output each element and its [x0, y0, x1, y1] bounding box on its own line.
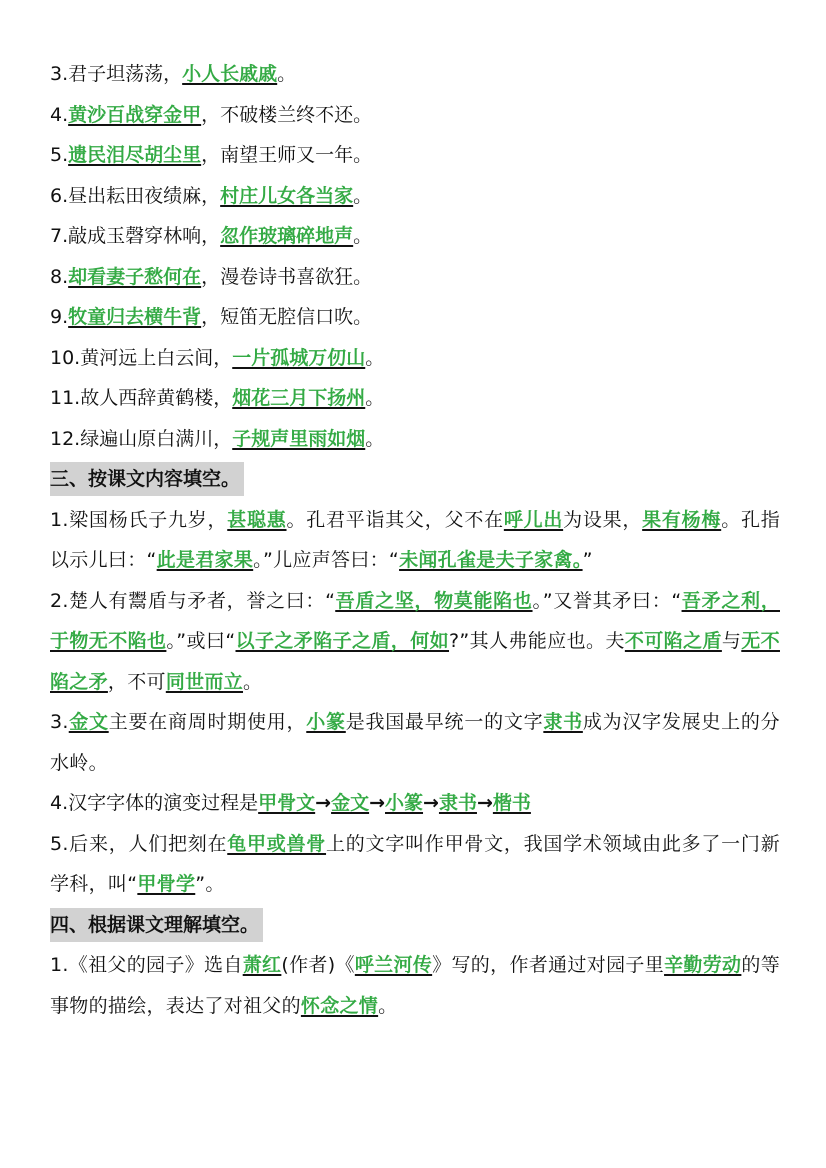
given-text: ，不破楼兰终不还。 — [201, 103, 373, 126]
poem-line-5 — [50, 135, 780, 176]
answer-text: 萧红 — [242, 954, 282, 976]
answer-text: 吾矛之利，于物无不陷也 — [50, 589, 780, 652]
answer-text: 甲骨文 — [258, 792, 316, 814]
answer-text: 辛勤劳动 — [664, 954, 742, 976]
answer-text: 呼儿出 — [503, 508, 564, 531]
answer-text: 吾盾之坚，物莫能陷也 — [335, 589, 533, 612]
item-number: 5. — [50, 144, 69, 166]
arrow-icon: → — [423, 792, 439, 814]
given-text: 主要在商周时期使用， — [108, 711, 307, 733]
answer-text: 隶书 — [438, 792, 477, 814]
answer-text: 怀念之情 — [300, 994, 379, 1017]
given-text: 。”或曰“ — [166, 630, 236, 652]
answer-text: 小人长戚戚 — [182, 63, 278, 85]
poem-line-7 — [50, 216, 780, 257]
answer-text: 龟甲或兽骨 — [227, 832, 327, 855]
item-number: 12. — [50, 427, 81, 450]
given-text: 故人西辞黄鹤楼， — [80, 387, 233, 409]
answer-text: 金文 — [68, 711, 109, 733]
arrow-icon: → — [476, 792, 493, 814]
poem-line-9 — [50, 297, 780, 338]
given-text: 君子坦荡荡， — [68, 63, 183, 85]
given-text: 黄河远上白云间， — [80, 346, 233, 369]
question-4-1 — [50, 945, 780, 1026]
given-text: ” — [582, 549, 593, 571]
answer-text: 一片孤城万仞山 — [232, 346, 366, 369]
poem-line-6 — [50, 176, 780, 217]
given-text: 。 — [277, 63, 297, 85]
answer-text: 呼兰河传 — [354, 954, 433, 976]
given-text: 昼出耘田夜绩麻， — [68, 184, 221, 207]
answer-text: 无不陷之矛 — [50, 630, 780, 693]
given-text: 敲成玉磬穿林响， — [68, 225, 221, 247]
answer-text: 黄沙百战穿金甲 — [68, 103, 202, 126]
given-text: ，不可 — [107, 670, 166, 693]
poem-line-10 — [50, 338, 780, 379]
answer-text: 甲骨学 — [137, 873, 196, 895]
given-text: ?”其人弗能应也。夫 — [449, 630, 625, 652]
answer-text: 不可陷之盾 — [624, 630, 722, 652]
given-text: 成为汉字发展史上的分水岭。 — [50, 711, 780, 774]
item-number: 6. — [50, 184, 69, 207]
answer-text: 却看妻子愁何在 — [68, 265, 202, 288]
item-number: 7. — [50, 225, 69, 247]
given-text: 。孔指以示儿曰：“ — [50, 508, 781, 571]
answer-text: 同世而立 — [165, 670, 244, 693]
answer-text: 果有杨梅 — [642, 508, 722, 531]
given-text: ”。 — [195, 873, 225, 895]
given-text: (作者)《 — [281, 954, 355, 976]
question-3-3 — [50, 702, 780, 783]
given-text: 。 — [378, 994, 398, 1017]
item-number: 10. — [50, 346, 81, 369]
item-number: 11. — [50, 387, 81, 409]
item-number: 4. — [50, 103, 69, 126]
given-text: 1.梁国杨氏子九岁， — [50, 508, 228, 531]
given-text: 。 — [353, 184, 373, 207]
given-text: 的等事物的描绘，表达了对祖父的 — [50, 954, 781, 1017]
question-3-1 — [50, 500, 780, 581]
given-text: ，短笛无腔信口吹。 — [201, 306, 373, 328]
answer-text: 牧童归去横牛背 — [68, 306, 202, 328]
poem-line-4 — [50, 95, 780, 136]
section-title: 三、按课文内容填空。 — [50, 462, 244, 496]
given-text: ，漫卷诗书喜欲狂。 — [201, 265, 373, 288]
given-text: 。”又誉其矛曰：“ — [532, 589, 682, 612]
answer-text: 小篆 — [385, 792, 424, 814]
item-number: 8. — [50, 265, 69, 288]
question-3-4 — [50, 783, 780, 824]
given-text: 1.《祖父的园子》选自 — [50, 954, 243, 976]
answer-text: 隶书 — [543, 711, 583, 733]
given-text: 与 — [721, 630, 742, 652]
given-text: 3. — [50, 711, 69, 733]
given-text: 上的文字叫作甲骨文，我国学术领域由此多了一门新学科，叫“ — [50, 832, 780, 895]
answer-text: 未闻孔雀是夫子家禽。 — [399, 549, 583, 571]
section-title: 四、根据课文理解填空。 — [50, 908, 263, 942]
given-text: 为设果， — [563, 508, 643, 531]
given-text: 。”儿应声答曰：“ — [253, 549, 400, 571]
answer-text: 小篆 — [306, 711, 346, 733]
question-3-5 — [50, 824, 780, 905]
item-number: 9. — [50, 306, 69, 328]
poem-line-8 — [50, 257, 780, 298]
given-text: 。 — [365, 387, 385, 409]
poem-line-11 — [50, 378, 780, 419]
answer-text: 楷书 — [492, 792, 531, 814]
answer-text: 村庄儿女各当家 — [220, 184, 354, 207]
given-text: 。 — [353, 225, 373, 247]
document-page — [50, 54, 780, 1026]
arrow-icon: → — [315, 792, 332, 814]
answer-text: 遗民泪尽胡尘里 — [68, 144, 202, 166]
given-text: 。 — [243, 670, 263, 693]
poem-list — [50, 54, 780, 459]
poem-line-3 — [50, 54, 780, 95]
question-3-2 — [50, 581, 780, 703]
answer-text: 忽作玻璃碎地声 — [220, 225, 354, 247]
given-text: 。孔君平诣其父，父不在 — [286, 508, 504, 531]
answer-text: 此是君家果 — [156, 549, 254, 571]
answer-text: 甚聪惠 — [227, 508, 287, 531]
item-number: 3. — [50, 63, 69, 85]
poem-line-12 — [50, 419, 780, 460]
answer-text: 烟花三月下扬州 — [232, 387, 366, 409]
given-text: 》写的，作者通过对园子里 — [432, 954, 665, 976]
given-text: ，南望王师又一年。 — [201, 144, 373, 166]
given-text: 。 — [365, 427, 385, 450]
section-4-header — [50, 905, 780, 946]
given-text: 5.后来，人们把刻在 — [50, 832, 228, 855]
arrow-icon: → — [369, 792, 386, 814]
given-text: 2.楚人有鬻盾与矛者，誉之曰：“ — [50, 589, 336, 612]
answer-text: 子规声里雨如烟 — [232, 427, 366, 450]
answer-text: 以子之矛陷子之盾，何如 — [235, 630, 450, 652]
given-text: 是我国最早统一的文字 — [345, 711, 544, 733]
section-3-header — [50, 459, 780, 500]
given-text: 。 — [365, 346, 385, 369]
given-text: 4.汉字字体的演变过程是 — [50, 792, 259, 814]
given-text: 绿遍山原白满川， — [80, 427, 233, 450]
answer-text: 金文 — [331, 792, 370, 814]
